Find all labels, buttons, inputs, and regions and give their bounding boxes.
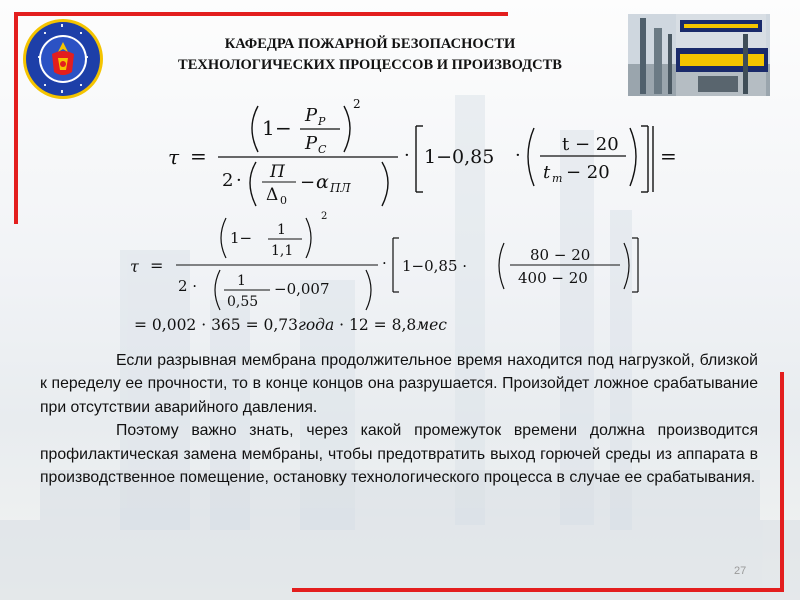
result-months: мес: [416, 316, 447, 334]
f1-p-sub-r: P: [318, 115, 326, 128]
f1-alpha: α: [316, 171, 329, 193]
f2-one-bottom: 1: [237, 273, 246, 289]
red-frame-bottom-line: [292, 588, 780, 592]
title-line-2: ТЕХНОЛОГИЧЕСКИХ ПРОЦЕССОВ И ПРОИЗВОДСТВ: [178, 57, 562, 73]
f1-pi: П: [270, 162, 285, 182]
f1-dot-3: ·: [515, 145, 521, 166]
f2-one-top: 1: [277, 222, 286, 238]
result-part2: · 12 = 8,8: [334, 316, 417, 334]
f2-num: 80 − 20: [530, 246, 591, 264]
result-line: [134, 316, 447, 334]
f1-p-bottom: P: [305, 133, 318, 154]
f2-square: 2: [321, 211, 328, 222]
paragraph-2: Поэтому важно знать, через какой промежуток времени должна производится профилактическая замена мембраны, чтобы предотвратить выход горючей среды из аппарата в производственное помещение, остановку технологического процесса в случае ее срабатывания.: [40, 422, 758, 487]
f1-dot-1: ·: [236, 170, 242, 191]
f1-eq: =: [190, 144, 207, 168]
body-text: [40, 349, 758, 489]
f2-one-minus-085: 1−0,85 ·: [402, 257, 468, 275]
page-number: 27: [734, 565, 747, 577]
f1-minus-20: − 20: [566, 162, 610, 183]
f1-one: 1: [262, 116, 275, 140]
f1-minus-2: −: [300, 172, 316, 193]
f2-tau: τ: [130, 257, 139, 276]
f1-p-sub-c: C: [318, 143, 327, 156]
f1-delta: Δ: [266, 185, 279, 205]
f1-alpha-sub: ПЛ: [330, 181, 351, 195]
f1-t-minus-20: t − 20: [562, 134, 619, 155]
f1-tm: t: [543, 162, 551, 183]
f2-dot: ·: [382, 254, 387, 272]
f1-square: 2: [353, 97, 361, 111]
f1-minus: −: [275, 116, 292, 140]
f1-two: 2: [222, 170, 234, 191]
title-line-1: КАФЕДРА ПОЖАРНОЙ БЕЗОПАСНОСТИ: [224, 36, 516, 52]
f2-one-minus: 1−: [230, 229, 253, 247]
result-years: года: [298, 316, 335, 334]
f1-delta-sub: 0: [280, 194, 287, 207]
f1-tm-sub: m: [552, 172, 563, 185]
f2-two-dot: 2 ·: [178, 277, 198, 295]
f2-one-one: 1,1: [271, 243, 294, 259]
f2-minus-0007: −0,007: [274, 280, 330, 298]
f1-tau: τ: [168, 145, 180, 169]
red-frame-right-line: [780, 372, 784, 592]
formula-1: [168, 97, 677, 207]
paragraph-1: Если разрывная мембрана продолжительное время находится под нагрузкой, близкой к переделу ее прочности, то в конце концов она разрушается. Произойдет ложное срабатывание при отсутствии аварийного давления.: [40, 352, 758, 416]
f2-den: 400 − 20: [518, 269, 588, 287]
f1-dot-2: ·: [404, 145, 410, 166]
f1-p-top: P: [305, 105, 318, 126]
result-part1: = 0,002 · 365 = 0,73: [134, 316, 299, 334]
f2-eq: =: [150, 256, 164, 275]
f2-zero-55: 0,55: [227, 294, 259, 310]
formula-2: [130, 211, 638, 310]
f1-one-minus-085: 1−0,85: [424, 146, 495, 168]
f1-eq-end: =: [660, 144, 677, 168]
